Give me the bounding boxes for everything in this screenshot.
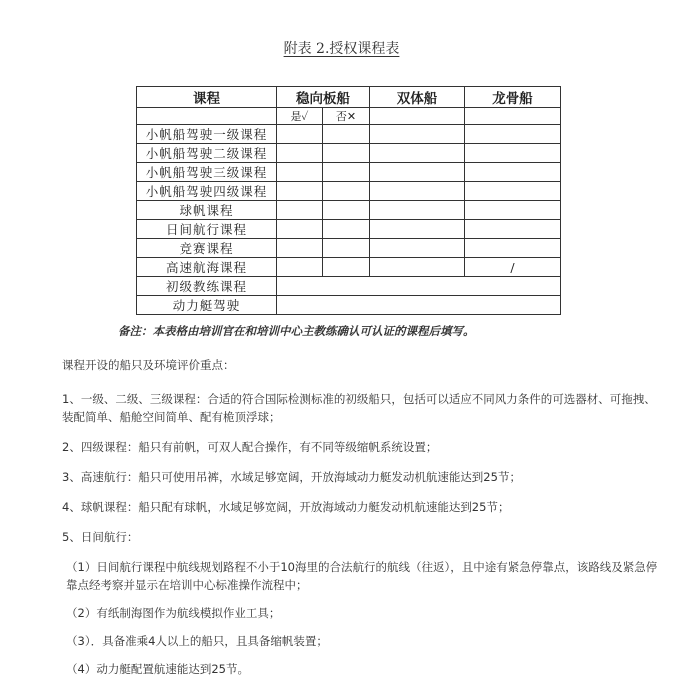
table-row bbox=[137, 125, 561, 144]
sub-list-item: （1）日间航行课程中航线规划路程不小于10海里的合法航行的航线（往返），且中途有紧急停靠点，该路线及紧急停靠点经考察并显示在培训中心标准操作流程中； bbox=[66, 560, 658, 592]
cell-catamaran bbox=[370, 220, 465, 239]
cell-yes bbox=[277, 220, 323, 239]
cell-no bbox=[323, 201, 370, 220]
header-course: 课程 bbox=[137, 87, 277, 108]
evaluation-section bbox=[62, 356, 662, 688]
course-name: 小帆船驾驶三级课程 bbox=[137, 163, 277, 182]
cell-merged bbox=[277, 296, 561, 315]
cell-no bbox=[323, 239, 370, 258]
table-row bbox=[137, 182, 561, 201]
cell-keelboat bbox=[465, 182, 561, 201]
header-keelboat: 龙骨船 bbox=[465, 87, 561, 108]
course-name: 小帆船驾驶二级课程 bbox=[137, 144, 277, 163]
cell-catamaran bbox=[370, 144, 465, 163]
course-name: 小帆船驾驶一级课程 bbox=[137, 125, 277, 144]
course-name: 日间航行课程 bbox=[137, 220, 277, 239]
list-item: 5、日间航行： bbox=[62, 530, 139, 544]
course-name: 动力艇驾驶 bbox=[137, 296, 277, 315]
course-name: 球帆课程 bbox=[137, 201, 277, 220]
list-item: 1、一级、二级、三级课程：合适的符合国际检测标准的初级船只，包括可以适应不同风力条件的可选器材、可拖拽、装配简单、船舱空间简单、配有桅顶浮球； bbox=[62, 392, 656, 424]
table-subheader-row bbox=[137, 108, 561, 125]
table-row bbox=[137, 258, 561, 277]
table-row bbox=[137, 239, 561, 258]
cell-no bbox=[323, 144, 370, 163]
course-name: 竞赛课程 bbox=[137, 239, 277, 258]
cell-catamaran bbox=[370, 182, 465, 201]
cell-catamaran bbox=[370, 201, 465, 220]
cell-keelboat bbox=[465, 239, 561, 258]
cell-keelboat bbox=[465, 220, 561, 239]
section-heading: 课程开设的船只及环境评价重点： bbox=[62, 358, 235, 372]
cell-keelboat bbox=[465, 125, 561, 144]
sub-list-item: （4）动力艇配置航速能达到25节。 bbox=[66, 662, 249, 676]
table-row bbox=[137, 296, 561, 315]
cell-yes bbox=[277, 239, 323, 258]
cell-yes bbox=[277, 182, 323, 201]
cell-keelboat bbox=[465, 201, 561, 220]
subheader-blank bbox=[370, 108, 465, 125]
table-header-row bbox=[137, 87, 561, 108]
header-monohull: 稳向板船 bbox=[277, 87, 370, 108]
cell-keelboat: / bbox=[465, 258, 561, 277]
cell-catamaran bbox=[370, 239, 465, 258]
cell-yes bbox=[277, 163, 323, 182]
cell-no bbox=[323, 182, 370, 201]
subheader-yes: 是✓ bbox=[277, 108, 323, 125]
list-item: 3、高速航行：船只可使用吊裤，水域足够宽阔，开放海域动力艇发动机航速能达到25节； bbox=[62, 470, 521, 484]
cell-yes bbox=[277, 201, 323, 220]
cell-keelboat bbox=[465, 144, 561, 163]
table-row bbox=[137, 201, 561, 220]
cell-merged bbox=[277, 277, 561, 296]
cell-catamaran bbox=[370, 125, 465, 144]
table-row bbox=[137, 144, 561, 163]
subheader-blank bbox=[137, 108, 277, 125]
cell-yes bbox=[277, 144, 323, 163]
table-note: 备注：本表格由培训官在和培训中心主教练确认可认证的课程后填写。 bbox=[118, 324, 475, 338]
subheader-blank bbox=[465, 108, 561, 125]
cell-no bbox=[323, 220, 370, 239]
cell-keelboat bbox=[465, 163, 561, 182]
table-row bbox=[137, 163, 561, 182]
table-row bbox=[137, 277, 561, 296]
table-row bbox=[137, 220, 561, 239]
cell-no bbox=[323, 258, 370, 277]
cell-catamaran bbox=[370, 163, 465, 182]
cell-no bbox=[323, 125, 370, 144]
sub-list-item: （2）有纸制海图作为航线模拟作业工具； bbox=[66, 606, 281, 620]
course-name: 初级教练课程 bbox=[137, 277, 277, 296]
course-name: 高速航海课程 bbox=[137, 258, 277, 277]
subheader-no: 否✕ bbox=[323, 108, 370, 125]
authorized-course-table bbox=[136, 86, 561, 315]
course-name: 小帆船驾驶四级课程 bbox=[137, 182, 277, 201]
sub-list-item: （3）．具备准乘4人以上的船只，且具备缩帆装置； bbox=[66, 634, 328, 648]
list-item: 4、球帆课程：船只配有球帆，水域足够宽阔，开放海域动力艇发动机航速能达到25节； bbox=[62, 500, 510, 514]
list-item: 2、四级课程：船只有前帆，可双人配合操作，有不同等级缩帆系统设置； bbox=[62, 440, 438, 454]
cell-no bbox=[323, 163, 370, 182]
page-title: 附表 2.授权课程表 bbox=[283, 41, 400, 57]
cell-catamaran bbox=[370, 258, 465, 277]
cell-yes bbox=[277, 125, 323, 144]
header-catamaran: 双体船 bbox=[370, 87, 465, 108]
cell-yes bbox=[277, 258, 323, 277]
